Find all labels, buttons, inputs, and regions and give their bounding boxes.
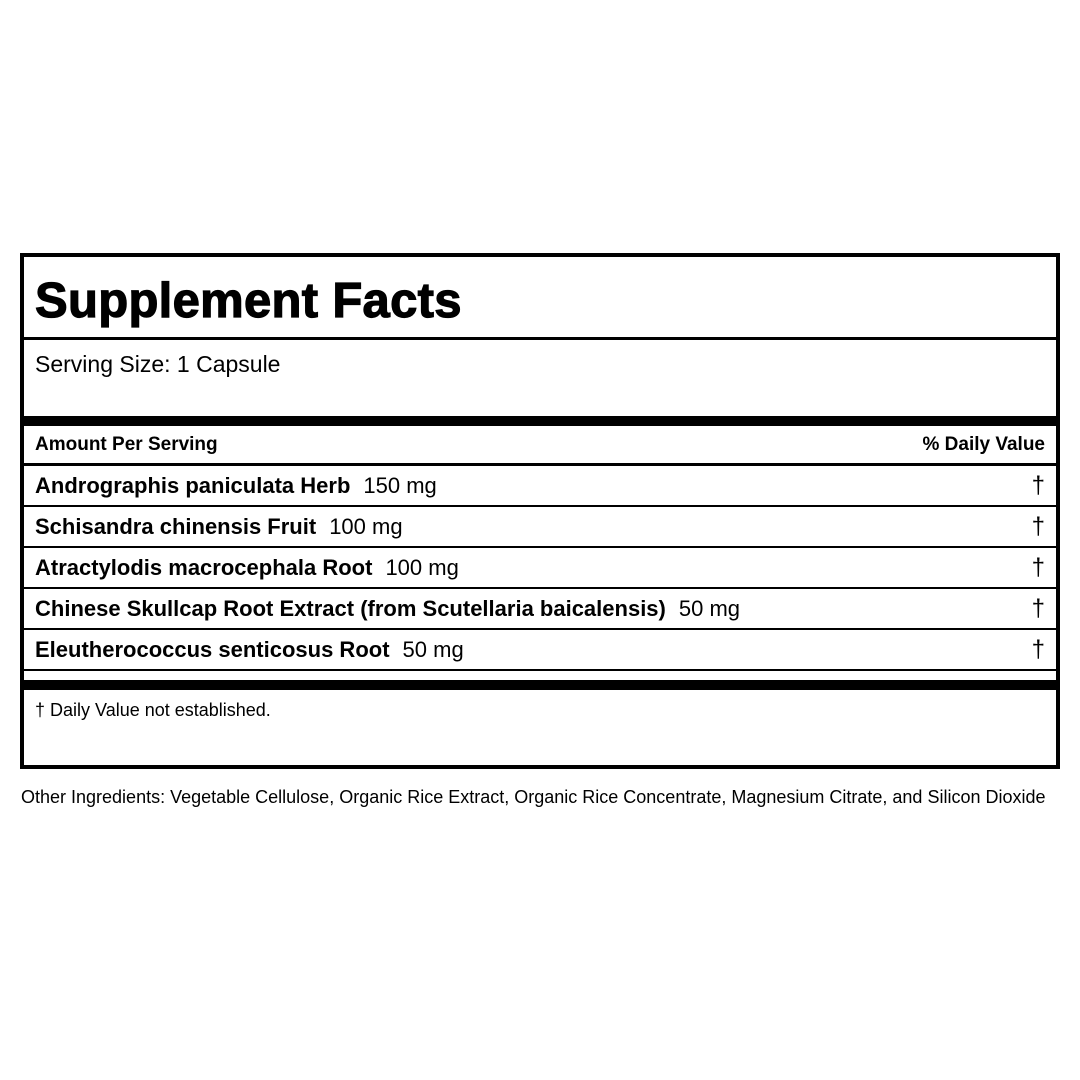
ingredient-daily-value: †	[1031, 554, 1045, 581]
daily-value-footnote: † Daily Value not established.	[35, 700, 271, 720]
ingredient-name	[35, 513, 403, 541]
column-header-row	[24, 426, 1056, 466]
panel-title: Supplement Facts	[35, 274, 462, 328]
other-ingredients: Other Ingredients: Vegetable Cellulose, Organic Rice Extract, Organic Rice Concentrate, Magnesium Citrate, and Silicon Dioxide	[21, 787, 1046, 807]
ingredient-name-text: Schisandra chinensis Fruit	[35, 514, 317, 539]
ingredient-daily-value: †	[1031, 636, 1045, 663]
ingredient-row	[24, 548, 1056, 589]
ingredient-amount: 100 mg	[385, 555, 459, 580]
ingredient-name	[35, 595, 740, 623]
ingredient-row	[24, 630, 1056, 671]
ingredient-name-text: Chinese Skullcap Root Extract (from Scutellaria baicalensis)	[35, 596, 666, 621]
ingredient-name-text: Atractylodis macrocephala Root	[35, 555, 373, 580]
ingredient-amount: 100 mg	[329, 514, 403, 539]
daily-value-header: % Daily Value	[922, 434, 1045, 455]
ingredient-name-text: Eleutherococcus senticosus Root	[35, 637, 390, 662]
serving-size-row	[24, 340, 1056, 416]
ingredient-daily-value: †	[1031, 513, 1045, 540]
amount-per-serving-header: Amount Per Serving	[35, 434, 218, 455]
ingredient-amount: 50 mg	[678, 596, 741, 621]
ingredient-row	[24, 507, 1056, 548]
thick-divider-bottom	[24, 680, 1056, 690]
title-row	[24, 257, 1056, 340]
supplement-facts-panel	[20, 253, 1060, 769]
ingredient-daily-value: †	[1031, 472, 1045, 499]
ingredient-daily-value: †	[1031, 595, 1045, 622]
ingredient-amount: 50 mg	[402, 637, 464, 662]
ingredient-row	[24, 589, 1056, 630]
serving-size: Serving Size: 1 Capsule	[35, 351, 281, 377]
ingredient-row	[24, 466, 1056, 507]
ingredient-amount: 150 mg	[363, 473, 437, 498]
ingredient-name-text: Andrographis paniculata Herb	[35, 473, 351, 498]
ingredient-rows	[24, 466, 1056, 671]
thick-divider-top	[24, 416, 1056, 426]
ingredient-name	[35, 554, 459, 582]
ingredient-name	[35, 636, 464, 664]
ingredient-name	[35, 472, 437, 500]
